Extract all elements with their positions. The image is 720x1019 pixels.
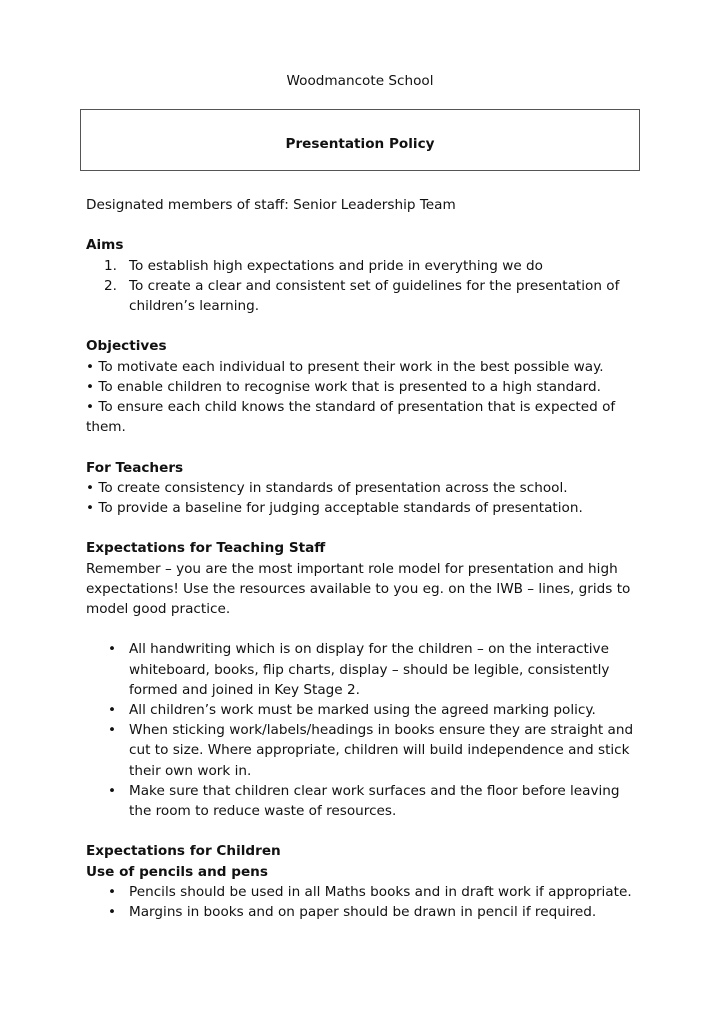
aims-heading: Aims — [86, 237, 124, 254]
spacer — [86, 518, 642, 538]
spacer — [86, 821, 642, 841]
spacer — [86, 437, 642, 457]
teaching-staff-item-text: All children’s work must be marked using the agreed marking policy. — [129, 702, 596, 718]
list-number: 1. — [104, 257, 117, 274]
document-body — [86, 195, 642, 922]
teachers-item: • To create consistency in standards of presentation across the school. — [86, 479, 568, 496]
children-heading: Expectations for Children — [86, 843, 281, 860]
teaching-staff-heading: Expectations for Teaching Staff — [86, 540, 326, 557]
children-item-text: Pencils should be used in all Maths books and in draft work if appropriate. — [129, 883, 632, 900]
bullet-icon: • — [108, 904, 117, 921]
aims-item-text: To establish high expectations and pride in everything we do — [129, 257, 543, 274]
objectives-heading: Objectives — [86, 338, 167, 355]
teaching-staff-item — [86, 639, 642, 700]
children-list — [86, 882, 642, 922]
list-number: 2. — [104, 277, 117, 294]
teachers-item: • To provide a baseline for judging acceptable standards of presentation. — [86, 500, 583, 516]
spacer — [86, 619, 642, 639]
children-subheading: Use of pencils and pens — [86, 863, 268, 880]
children-item-text: Margins in books and on paper should be drawn in pencil if required. — [129, 904, 597, 921]
aims-list — [86, 256, 642, 317]
title-box — [80, 109, 640, 171]
teachers-heading: For Teachers — [86, 459, 184, 476]
teaching-staff-list — [86, 639, 642, 821]
policy-title: Presentation Policy — [285, 136, 435, 152]
bullet-icon: • — [108, 782, 117, 799]
teaching-staff-item-text: When sticking work/labels/headings in books ensure they are straight and cut to size. Where appropriate, children will build independence and stick their own work in. — [129, 722, 634, 779]
staff-line: Designated members of staff: Senior Leadership Team — [86, 197, 456, 213]
teaching-staff-item — [86, 720, 642, 781]
school-name: Woodmancote School — [286, 73, 434, 89]
aims-item — [86, 276, 642, 316]
aims-item-text: To create a clear and consistent set of guidelines for the presentation of children’s learning. — [129, 277, 620, 314]
teaching-staff-intro: Remember – you are the most important role model for presentation and high expectations! Use the resources available to you eg. on the IWB – lines, grids to model good practice. — [86, 560, 631, 617]
children-item — [86, 902, 642, 922]
bullet-icon: • — [108, 641, 117, 658]
spacer — [86, 316, 642, 336]
teaching-staff-item — [86, 700, 642, 720]
objectives-item: • To motivate each individual to present their work in the best possible way. — [86, 358, 604, 375]
bullet-icon: • — [108, 883, 117, 900]
bullet-icon: • — [108, 722, 117, 739]
teaching-staff-item — [86, 781, 642, 821]
bullet-icon: • — [108, 702, 117, 718]
teaching-staff-item-text: Make sure that children clear work surfaces and the floor before leaving the room to reduce waste of resources. — [129, 782, 620, 820]
objectives-item: • To enable children to recognise work that is presented to a high standard. — [86, 378, 601, 395]
teaching-staff-item-text: All handwriting which is on display for the children – on the interactive whiteboard, books, flip charts, display – should be legible, consistently formed and joined in Key Stage 2. — [129, 641, 610, 698]
spacer — [86, 215, 642, 235]
aims-item — [86, 256, 642, 276]
children-item — [86, 882, 642, 902]
objectives-item: • To ensure each child knows the standard of presentation that is expected of them. — [86, 399, 616, 436]
